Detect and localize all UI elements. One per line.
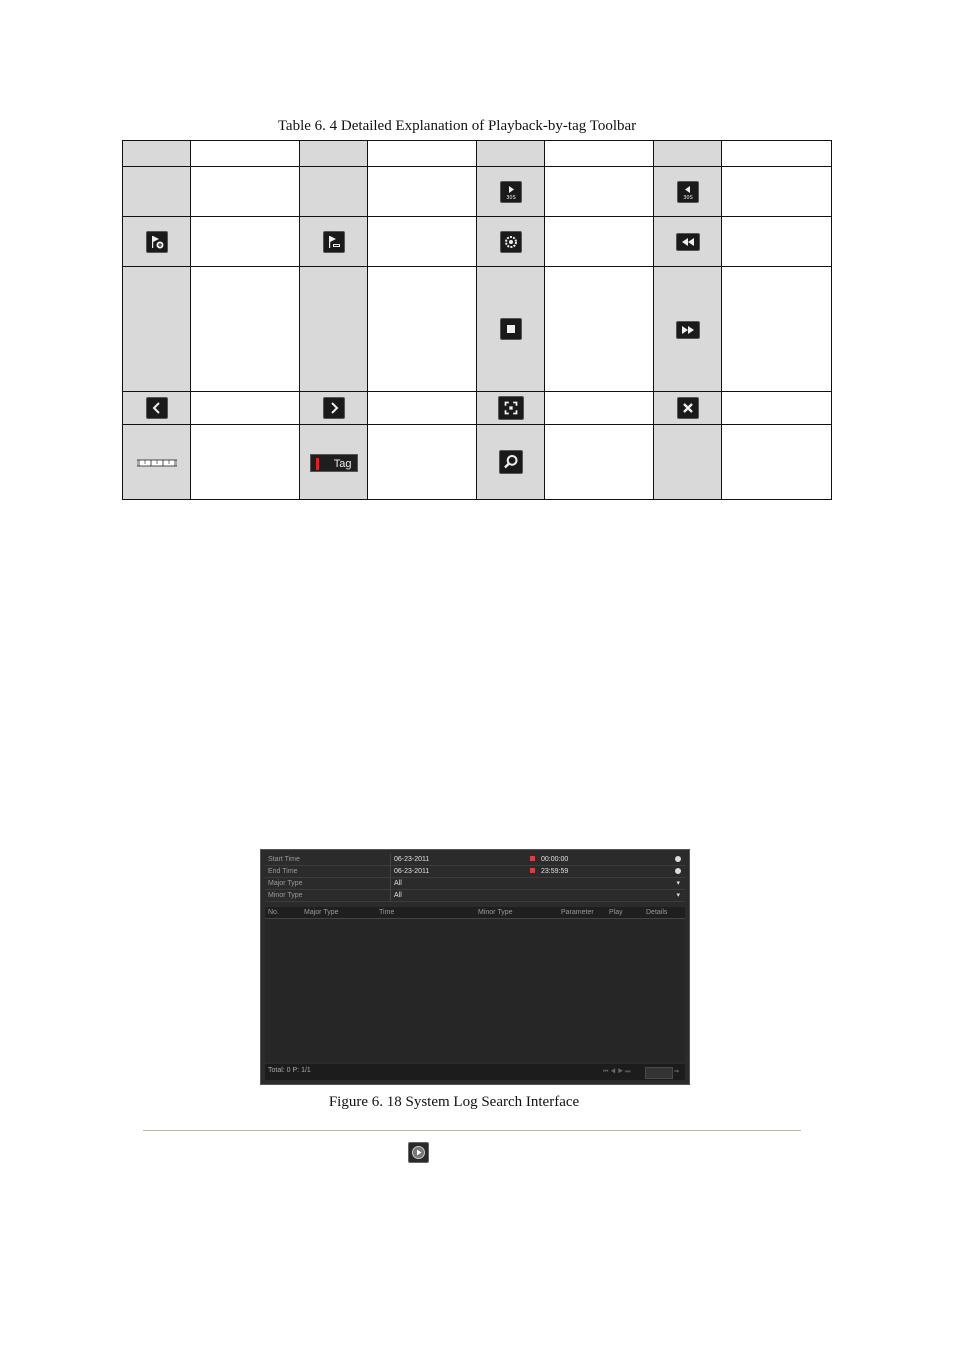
log-table-footer	[265, 1064, 685, 1080]
table-header-row	[123, 141, 832, 167]
desc-cell	[191, 392, 300, 425]
add-tag-icon	[146, 231, 168, 253]
icon-cell	[654, 267, 722, 392]
icon-cell	[477, 217, 545, 267]
timeline-ruler-icon	[137, 457, 177, 469]
custom-tag-icon	[323, 231, 345, 253]
horizontal-divider	[143, 1130, 801, 1131]
end-time-label: End Time	[268, 868, 298, 875]
figure-caption: Figure 6. 18 System Log Search Interface	[328, 1094, 580, 1110]
desc-cell	[191, 217, 300, 267]
icon-cell	[300, 217, 368, 267]
rewind-icon	[676, 233, 700, 251]
forward-30s-label: 30S	[505, 194, 516, 201]
desc-cell	[722, 267, 832, 392]
reverse-30s-icon	[677, 181, 699, 203]
header-desc-cell	[545, 141, 654, 167]
start-time-row	[265, 854, 685, 866]
table-row	[123, 425, 832, 500]
icon-cell	[477, 425, 545, 500]
log-table-header	[265, 907, 685, 919]
desc-cell	[545, 167, 654, 217]
minor-type-select: All	[394, 892, 402, 899]
desc-cell	[722, 392, 832, 425]
chevron-down-icon: ▾	[676, 892, 680, 899]
table-row	[123, 217, 832, 267]
zoom-search-icon	[499, 450, 523, 474]
calendar-icon	[530, 868, 535, 873]
chevron-down-icon: ▾	[676, 880, 680, 887]
minor-type-row	[265, 890, 685, 902]
calendar-icon	[530, 856, 535, 861]
icon-cell	[300, 392, 368, 425]
start-date-field: 06-23-2011	[394, 856, 430, 863]
tag-flag-icon	[316, 458, 319, 470]
settings-gear-icon	[500, 231, 522, 253]
desc-cell	[191, 267, 300, 392]
icon-cell	[477, 392, 545, 425]
total-count: Total: 0 P: 1/1	[268, 1067, 311, 1074]
desc-cell	[191, 167, 300, 217]
system-log-search-screenshot	[260, 849, 690, 1085]
page-number-input	[645, 1067, 673, 1079]
desc-cell	[368, 392, 477, 425]
row-separator	[390, 890, 391, 901]
header-desc-cell	[722, 141, 832, 167]
column-header: No.	[268, 909, 279, 916]
major-type-select: All	[394, 880, 402, 887]
desc-cell	[368, 425, 477, 500]
chevron-left-icon	[146, 397, 168, 419]
desc-cell	[545, 425, 654, 500]
minor-type-label: Minor Type	[268, 892, 303, 899]
log-table-body	[265, 919, 685, 1062]
major-type-label: Major Type	[268, 880, 303, 887]
close-icon	[677, 397, 699, 419]
desc-cell	[545, 217, 654, 267]
header-icon-cell	[477, 141, 545, 167]
column-header: Minor Type	[478, 909, 513, 916]
end-time-row	[265, 866, 685, 878]
row-separator	[390, 866, 391, 877]
header-desc-cell	[191, 141, 300, 167]
header-icon-cell	[654, 141, 722, 167]
column-header: Major Type	[304, 909, 339, 916]
pagination-controls: ⏮◀▶⏭	[603, 1069, 633, 1075]
icon-cell	[300, 267, 368, 392]
desc-cell	[545, 267, 654, 392]
end-time-field: 23:59:59	[541, 868, 569, 875]
icon-cell	[477, 267, 545, 392]
table-row	[123, 267, 832, 392]
fullscreen-icon	[498, 396, 524, 420]
row-separator	[390, 854, 391, 865]
icon-cell	[477, 167, 545, 217]
desc-cell	[191, 425, 300, 500]
stop-icon	[500, 318, 522, 340]
desc-cell	[722, 167, 832, 217]
column-header: Parameter	[561, 909, 594, 916]
column-header: Details	[646, 909, 668, 916]
header-icon-cell	[123, 141, 191, 167]
desc-cell	[722, 217, 832, 267]
desc-cell	[368, 217, 477, 267]
play-icon	[408, 1142, 429, 1163]
playback-by-tag-toolbar-table	[122, 140, 832, 500]
desc-cell	[545, 392, 654, 425]
table-row	[123, 167, 832, 217]
desc-cell	[368, 167, 477, 217]
column-header: Time	[379, 909, 395, 916]
column-header: Play	[609, 909, 623, 916]
icon-cell	[123, 267, 191, 392]
clock-icon	[675, 856, 681, 862]
icon-cell	[123, 217, 191, 267]
table-row	[123, 392, 832, 425]
icon-cell	[123, 167, 191, 217]
icon-cell	[300, 425, 368, 500]
desc-cell	[722, 425, 832, 500]
icon-cell	[654, 217, 722, 267]
start-time-field: 00:00:00	[541, 856, 569, 863]
tag-button	[310, 454, 358, 472]
row-separator	[390, 878, 391, 889]
reverse-30s-label: 30S	[682, 194, 693, 201]
fast-forward-icon	[676, 321, 700, 339]
icon-cell	[654, 392, 722, 425]
icon-cell	[123, 425, 191, 500]
tag-button-label: Tag	[333, 457, 352, 470]
desc-cell	[368, 267, 477, 392]
end-date-field: 06-23-2011	[394, 868, 430, 875]
icon-cell	[300, 167, 368, 217]
table-caption: Table 6. 4 Detailed Explanation of Playback-by-tag Toolbar	[277, 118, 637, 134]
icon-cell	[654, 167, 722, 217]
header-desc-cell	[368, 141, 477, 167]
clock-icon	[675, 868, 681, 874]
header-icon-cell	[300, 141, 368, 167]
forward-30s-icon	[500, 181, 522, 203]
icon-cell	[654, 425, 722, 500]
icon-cell	[123, 392, 191, 425]
go-page-icon: ⇒	[674, 1069, 680, 1075]
chevron-right-icon	[323, 397, 345, 419]
major-type-row	[265, 878, 685, 890]
start-time-label: Start Time	[268, 856, 300, 863]
